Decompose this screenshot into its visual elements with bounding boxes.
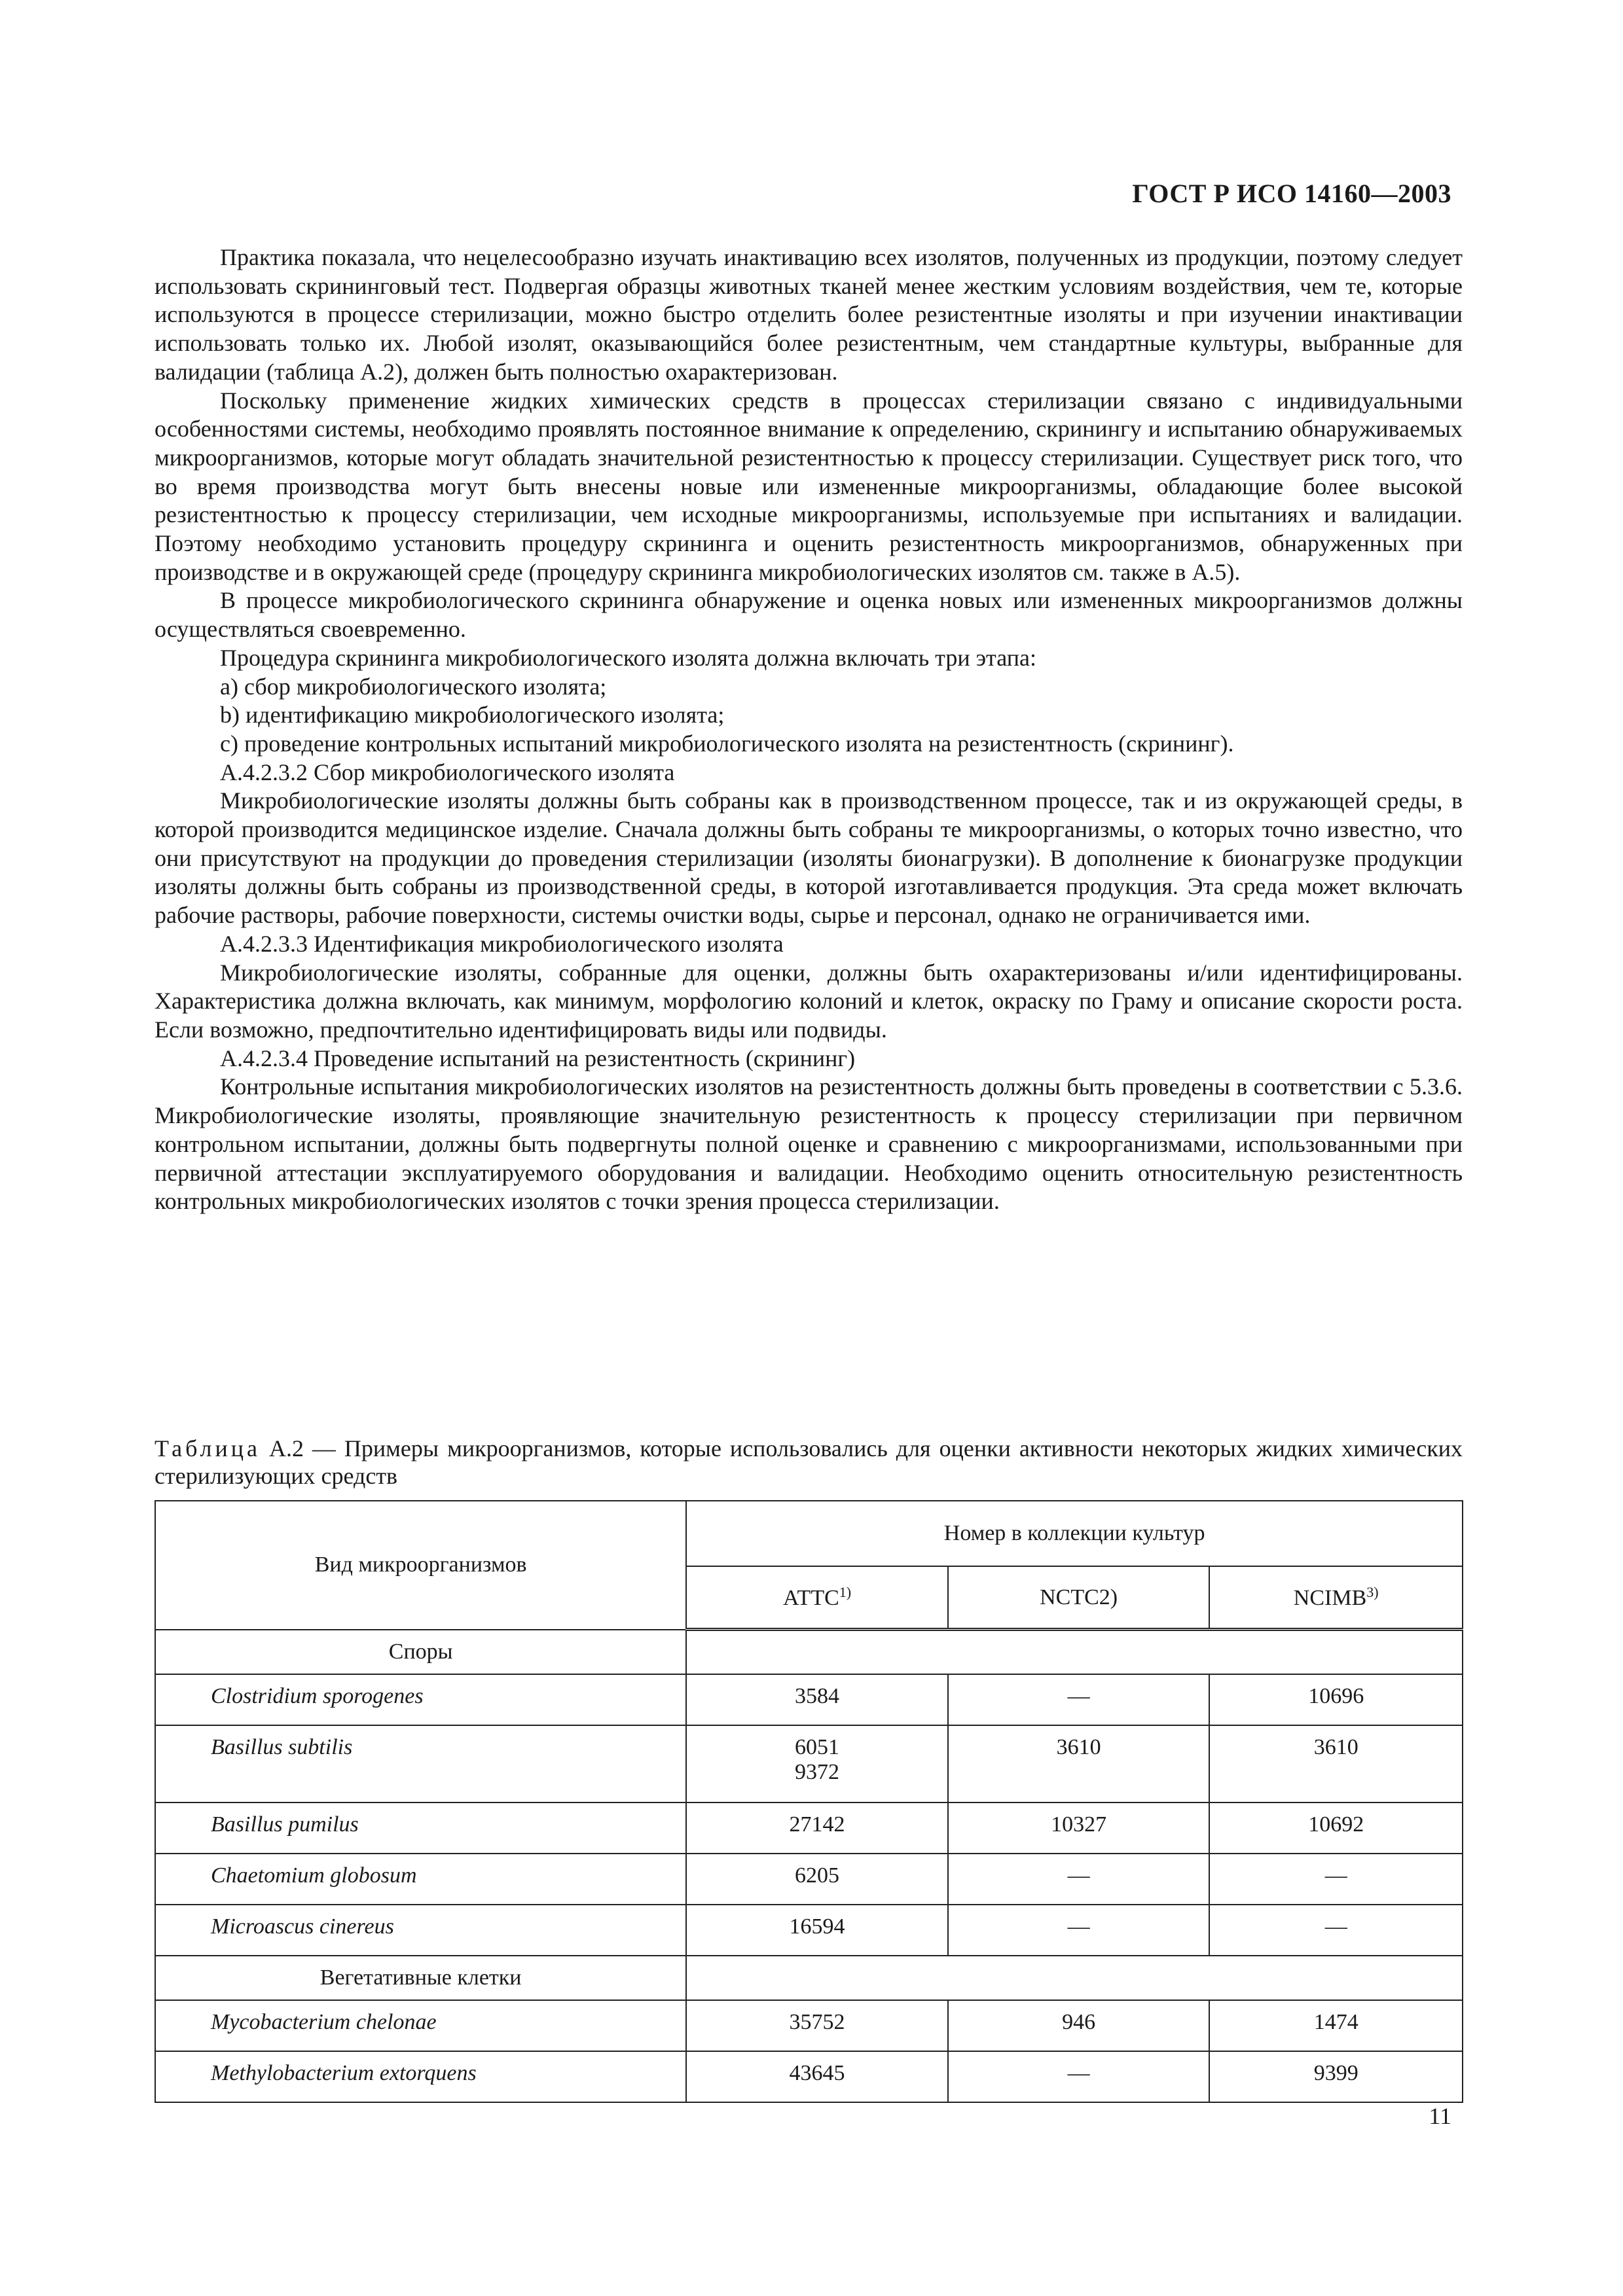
column-header-ncimb-label: NCIMB [1293,1586,1367,1610]
species-name: Basillus subtilis [155,1725,686,1803]
section-heading: А.4.2.3.4 Проведение испытаний на резистентность (скрининг) [220,1045,856,1071]
table-caption-label: Таблица [155,1435,261,1462]
table-caption [155,1435,1463,1490]
column-header-attc-label: АТТС [782,1586,839,1610]
species-name: Clostridium sporogenes [155,1674,686,1725]
table-row [155,1674,1463,1725]
ncimb-value: — [1209,1854,1463,1905]
attc-value: 16594 [686,1905,948,1956]
paragraph: Микробиологические изоляты, собранные для оценки, должны быть охарактеризованы и/или идентифицированы. Характеристика должна включать, как минимум, морфологию колоний и клеток, окраску по Граму и описание скорости роста. Если возможно, предпочтительно идентифицировать виды или подвиды. [155,959,1463,1043]
attc-value: 43645 [686,2051,948,2102]
species-name: Microascus cinereus [155,1905,686,1956]
table-row [155,1725,1463,1803]
species-name: Methylobacterium extorquens [155,2051,686,2102]
nctc-value: — [948,2051,1210,2102]
column-header-collection: Номер в коллекции культур [686,1501,1463,1566]
attc-value: 27142 [686,1803,948,1854]
paragraph: В процессе микробиологического скрининга обнаружение и оценка новых или измененных микроорганизмов должны осуществляться своевременно. [155,587,1463,643]
paragraph: Микробиологические изоляты должны быть собраны как в производственном процессе, так и из окружающей среды, в которой производится медицинское изделие. Сначала должны быть собраны те микроорганизмы, о которых точно известно, что они присутствуют на продукции до проведения стерилизации (изоляты бионагрузки). В дополнение к бионагрузке продукции изоляты должны быть собраны из производственной среды, в которой изготавливается продукция. Эта среда может включать рабочие растворы, рабочие поверхности, системы очистки воды, сырье и персонал, однако не ограничивается ими. [155,787,1463,929]
ncimb-value: 3610 [1209,1725,1463,1803]
nctc-value: — [948,1905,1210,1956]
column-header-nctc: NCTC2) [948,1566,1210,1630]
footnote-marker: 3) [1366,1584,1379,1600]
page-number: 11 [1429,2103,1451,2129]
table-row [155,1803,1463,1854]
table-row [155,1854,1463,1905]
species-name: Chaetomium globosum [155,1854,686,1905]
nctc-value: 946 [948,2000,1210,2051]
attc-value [686,1725,948,1803]
list-item: b) идентификацию микробиологического изолята; [220,702,725,728]
section-heading: А.4.2.3.3 Идентификация микробиологического изолята [220,930,784,957]
table-caption-text: А.2 — Примеры микроорганизмов, которые использовались для оценки активности некоторых жидких химических стерилизующих средств [155,1435,1463,1489]
nctc-value: 10327 [948,1803,1210,1854]
table-row [155,1905,1463,1956]
ncimb-value: 10696 [1209,1674,1463,1725]
column-header-species: Вид микроорганизмов [155,1501,686,1630]
attc-value-line: 9372 [795,1759,840,1784]
document-header: ГОСТ Р ИСО 14160—2003 [1132,179,1451,208]
species-name: Basillus pumilus [155,1803,686,1854]
attc-value-line: 6051 [795,1734,840,1759]
nctc-value: — [948,1854,1210,1905]
attc-value: 3584 [686,1674,948,1725]
ncimb-value: 9399 [1209,2051,1463,2102]
ncimb-value: — [1209,1905,1463,1956]
list-item: a) сбор микробиологического изолята; [220,673,607,700]
empty-cell [686,1630,1463,1674]
section-heading: А.4.2.3.2 Сбор микробиологического изолята [220,759,675,785]
section-row-spores: Споры [155,1630,686,1674]
empty-cell [686,1956,1463,2000]
table-row [155,2051,1463,2102]
attc-value: 35752 [686,2000,948,2051]
attc-value: 6205 [686,1854,948,1905]
column-header-ncimb [1209,1566,1463,1630]
list-item: c) проведение контрольных испытаний микробиологического изолята на резистентность (скрининг). [220,730,1234,757]
microorganisms-table [155,1500,1463,2103]
paragraph: Практика показала, что нецелесообразно изучать инактивацию всех изолятов, полученных из продукции, поэтому следует использовать скрининговый тест. Подвергая образцы животных тканей менее жестким условиям воздействия, чем те, которые используются в процессе стерилизации, можно быстро отделить более резистентные изоляты и при изучении инактивации использовать только их. Любой изолят, оказывающийся более резистентным, чем стандартные культуры, выбранные для валидации (таблица А.2), должен быть полностью охарактеризован. [155,244,1463,385]
section-row-vegetative: Вегетативные клетки [155,1956,686,2000]
table-row [155,2000,1463,2051]
paragraph: Поскольку применение жидких химических средств в процессах стерилизации связано с индивидуальными особенностями системы, необходимо проявлять постоянное внимание к определению, скринингу и испытанию обнаруживаемых микроорганизмов, которые могут обладать значительной резистентностью к процессу стерилизации. Существует риск того, что во время производства могут быть внесены новые или измененные микроорганизмы, обладающие более высокой резистентностью к процессу стерилизации, чем исходные микроорганизмы, используемые при испытаниях и валидации. Поэтому необходимо установить процедуру скрининга и оценить резистентность микроорганизмов, обнаруженных при производстве и в окружающей среде (процедуру скрининга микробиологических изолятов см. также в А.5). [155,387,1463,585]
nctc-value: — [948,1674,1210,1725]
nctc-value: 3610 [948,1725,1210,1803]
ncimb-value: 10692 [1209,1803,1463,1854]
footnote-marker: 1) [839,1584,852,1600]
species-name: Mycobacterium chelonae [155,2000,686,2051]
paragraph: Процедура скрининга микробиологического изолята должна включать три этапа: [220,644,1036,671]
column-header-attc [686,1566,948,1630]
paragraph: Контрольные испытания микробиологических изолятов на резистентность должны быть проведены в соответствии с 5.3.6. Микробиологические изоляты, проявляющие значительную резистентность к процессу стерилизации при первичном контрольном испытании, должны быть подвергнуты полной оценке и сравнению с микроорганизмами, использованными при первичной аттестации эксплуатируемого оборудования и валидации. Необходимо оценить относительную резистентность контрольных микробиологических изолятов с точки зрения процесса стерилизации. [155,1073,1463,1215]
body-text [155,243,1463,1216]
ncimb-value: 1474 [1209,2000,1463,2051]
